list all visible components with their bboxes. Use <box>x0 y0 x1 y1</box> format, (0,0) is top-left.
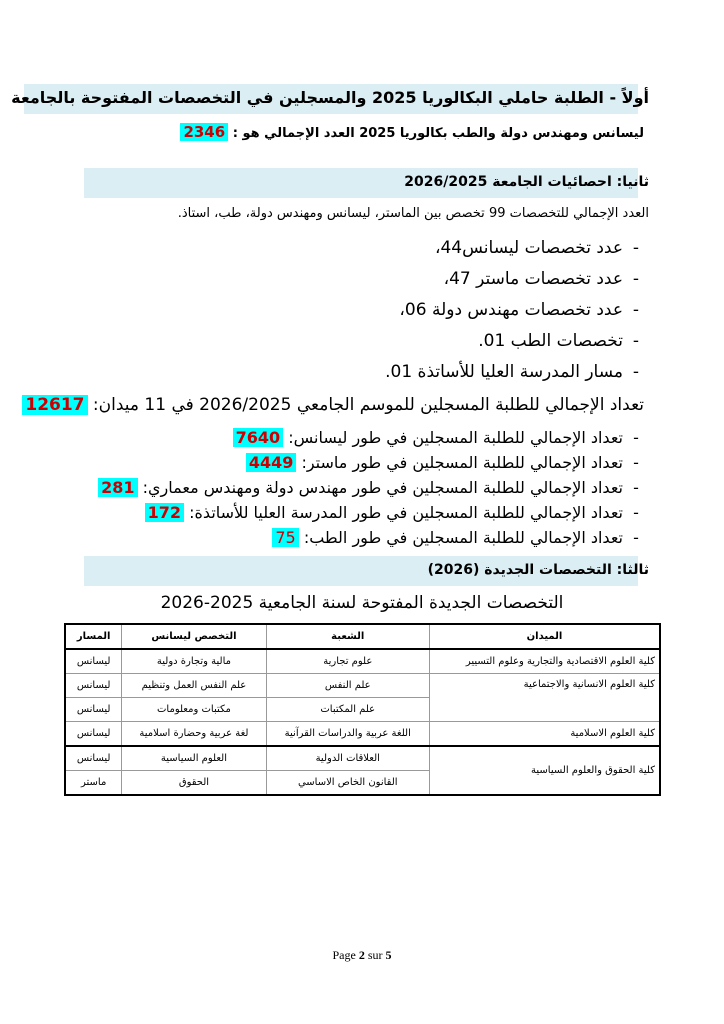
header-track: المسار <box>65 624 122 649</box>
list-item: -تخصصات الطب 01. <box>478 331 640 351</box>
list-item: -مسار المدرسة العليا للأساتذة 01. <box>385 362 640 382</box>
enrolled-item: -تعداد الإجمالي للطلبة المسجلين في طور مهندس دولة ومهندس معماري: 281 <box>98 478 649 497</box>
enrolled-item: -تعداد الإجمالي للطلبة المسجلين في طور الطب: 75 <box>272 528 649 547</box>
specialties-table <box>64 623 661 796</box>
header-domain: الميدان <box>429 624 660 649</box>
list-item: -عدد تخصصات ماستر 47، <box>443 269 640 289</box>
current-page: 2 <box>358 948 365 962</box>
total-pages: 5 <box>385 948 392 962</box>
enrolled-item: -تعداد الإجمالي للطلبة المسجلين في طور المدرسة العليا للأساتذة: 172 <box>145 503 649 522</box>
enrolled-total: 12617 <box>22 395 87 415</box>
table-row: كلية العلوم الاقتصادية والتجارية وعلوم التسيير علوم تجارية مالية وتجارة دولية ليسانس <box>65 649 660 674</box>
enrolled-item: -تعداد الإجمالي للطلبة المسجلين في طور ماستر: 4449 <box>246 453 649 472</box>
section1-subtitle-text: ليسانس ومهندس دولة والطب بكالوريا 2025 العدد الإجمالي هو : <box>232 126 644 141</box>
table-row: كلية العلوم الاسلامية اللغة عربية والدراسات القرآنية لغة عربية وحضارة اسلامية ليسانس <box>65 722 660 747</box>
header-specialty: التخصص ليسانس <box>122 624 266 649</box>
enrolled-heading: تعداد الإجمالي للطلبة المسجلين للموسم الجامعي 2026/2025 في 11 ميدان: 12617 <box>22 395 644 415</box>
list-item: -عدد تخصصات مهندس دولة 06، <box>399 300 640 320</box>
section1-subtitle <box>180 123 644 141</box>
section1-total: 2346 <box>180 123 228 141</box>
section2-title: ثانيا: احصائيات الجامعة 2026/2025 <box>404 174 649 190</box>
table-row: علم المكتبات مكتبات ومعلومات ليسانس <box>65 698 660 722</box>
section2-intro: العدد الإجمالي للتخصصات 99 تخصص بين الماستر، ليسانس ومهندس دولة، طب، استاذ. <box>177 206 649 221</box>
table-caption: التخصصات الجديدة المفتوحة لسنة الجامعية 2025-2026 <box>160 593 564 613</box>
table-row: كلية الحقوق والعلوم السياسية العلاقات الدولية العلوم السياسية ليسانس <box>65 746 660 771</box>
enrolled-item: -تعداد الإجمالي للطلبة المسجلين في طور ليسانس: 7640 <box>233 428 649 447</box>
table-row: كلية العلوم الانسانية والاجتماعية علم النفس علم النفس العمل وتنظيم ليسانس <box>65 674 660 698</box>
section3-title: ثالثا: التخصصات الجديدة (2026) <box>427 562 649 578</box>
list-item: -عدد تخصصات ليسانس44، <box>434 238 640 258</box>
table-header-row <box>65 624 660 649</box>
table-row: القانون الخاص الاساسي الحقوق ماستر <box>65 771 660 796</box>
header-branch: الشعبة <box>266 624 429 649</box>
page-footer: Page 2 sur 5 <box>332 948 392 962</box>
section1-title: أولاً - الطلبة حاملي البكالوريا 2025 والمسجلين في التخصصات المفتوحة بالجامعة <box>11 88 649 107</box>
